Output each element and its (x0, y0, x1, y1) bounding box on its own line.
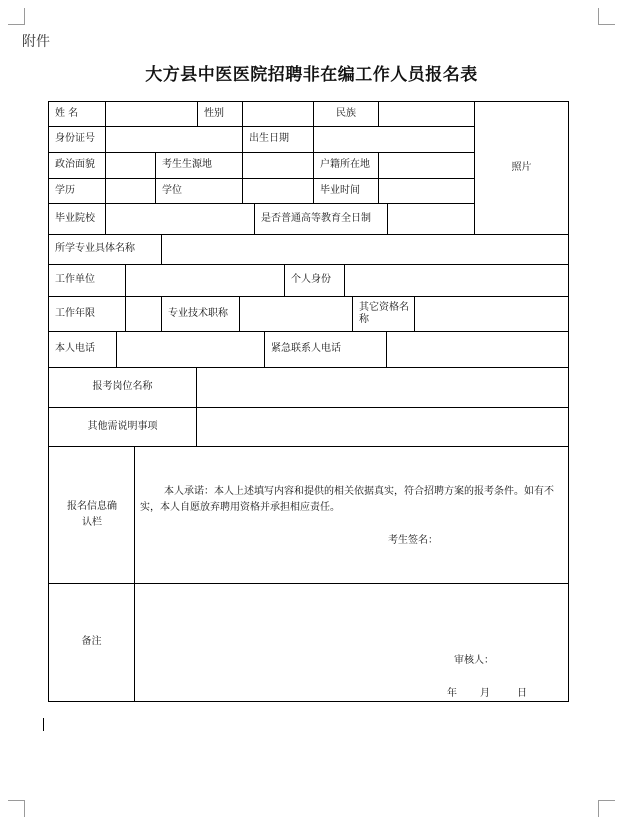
birth-date-field[interactable] (314, 127, 474, 152)
other-notes-field[interactable] (197, 408, 568, 446)
ethnicity-label: 民族 (336, 107, 356, 119)
origin-field[interactable] (243, 153, 313, 178)
birth-date-label: 出生日期 (249, 133, 289, 145)
political-status-field[interactable] (106, 153, 155, 178)
degree-label: 学位 (162, 184, 182, 196)
corner-mark-bottom-right (598, 800, 615, 817)
work-years-label: 工作年限 (55, 307, 95, 319)
date-day-label: 日 (517, 688, 527, 699)
graduation-time-label: 毕业时间 (320, 184, 360, 196)
confirm-label: 报名信息确认栏 (67, 501, 117, 528)
household-field[interactable] (379, 153, 474, 178)
full-time-label: 是否普通高等教育全日制 (261, 212, 371, 224)
professional-title-label: 专业技术职称 (168, 307, 228, 319)
corner-mark-bottom-left (8, 800, 25, 817)
degree-field[interactable] (243, 179, 313, 203)
professional-title-field[interactable] (240, 297, 352, 331)
emergency-phone-field[interactable] (387, 332, 568, 367)
graduate-school-field[interactable] (106, 204, 254, 234)
emergency-phone-label: 紧急联系人电话 (271, 343, 341, 355)
work-years-field[interactable] (126, 297, 161, 331)
reviewer-label: 审核人： (454, 655, 494, 666)
major-name-label: 所学专业具体名称 (55, 243, 135, 255)
personal-identity-field[interactable] (345, 265, 568, 296)
major-name-field[interactable] (162, 235, 568, 264)
signature-label: 考生签名： (388, 535, 438, 546)
date-year-label: 年 (447, 688, 457, 699)
corner-mark-top-right (598, 8, 615, 25)
ethnicity-field[interactable] (379, 102, 474, 126)
name-field[interactable] (106, 102, 197, 126)
remarks-field[interactable] (135, 584, 568, 644)
attachment-label: 附件 (22, 34, 50, 50)
remarks-label: 备注 (81, 636, 102, 648)
pledge-text: 本人承诺：本人上述填写内容和提供的相关依据真实，符合招聘方案的报考条件。如有不实，本人自愿放弃聘用资格并承担相应责任。 (140, 486, 554, 513)
other-notes-label: 其他需说明事项 (87, 420, 158, 432)
gender-label: 性别 (204, 107, 224, 119)
phone-label: 本人电话 (55, 343, 95, 355)
text-cursor (43, 718, 44, 731)
photo-box[interactable]: 照片 (511, 161, 532, 173)
work-unit-label: 工作单位 (55, 274, 95, 286)
applied-position-field[interactable] (197, 368, 568, 407)
graduation-time-field[interactable] (379, 179, 474, 203)
corner-mark-top-left (8, 8, 25, 25)
graduate-school-label: 毕业院校 (55, 212, 95, 224)
signature-field[interactable] (436, 528, 564, 554)
household-label: 户籍所在地 (320, 159, 370, 171)
personal-identity-label: 个人身份 (291, 274, 331, 286)
date-month-label: 月 (480, 688, 490, 699)
name-label: 姓 名 (55, 107, 79, 119)
applied-position-label: 报考岗位名称 (92, 381, 153, 393)
political-status-label: 政治面貌 (55, 159, 95, 171)
work-unit-field[interactable] (126, 265, 284, 296)
gender-field[interactable] (243, 102, 313, 126)
other-qualification-field[interactable] (415, 297, 568, 331)
education-label: 学历 (55, 184, 75, 196)
full-time-field[interactable] (388, 204, 474, 234)
form-title: 大方县中医医院招聘非在编工作人员报名表 (145, 65, 478, 85)
origin-label: 考生生源地 (162, 159, 212, 171)
other-qualification-label: 其它资格名称 (359, 301, 409, 325)
education-field[interactable] (106, 179, 155, 203)
id-number-label: 身份证号 (55, 133, 95, 145)
phone-field[interactable] (117, 332, 264, 367)
